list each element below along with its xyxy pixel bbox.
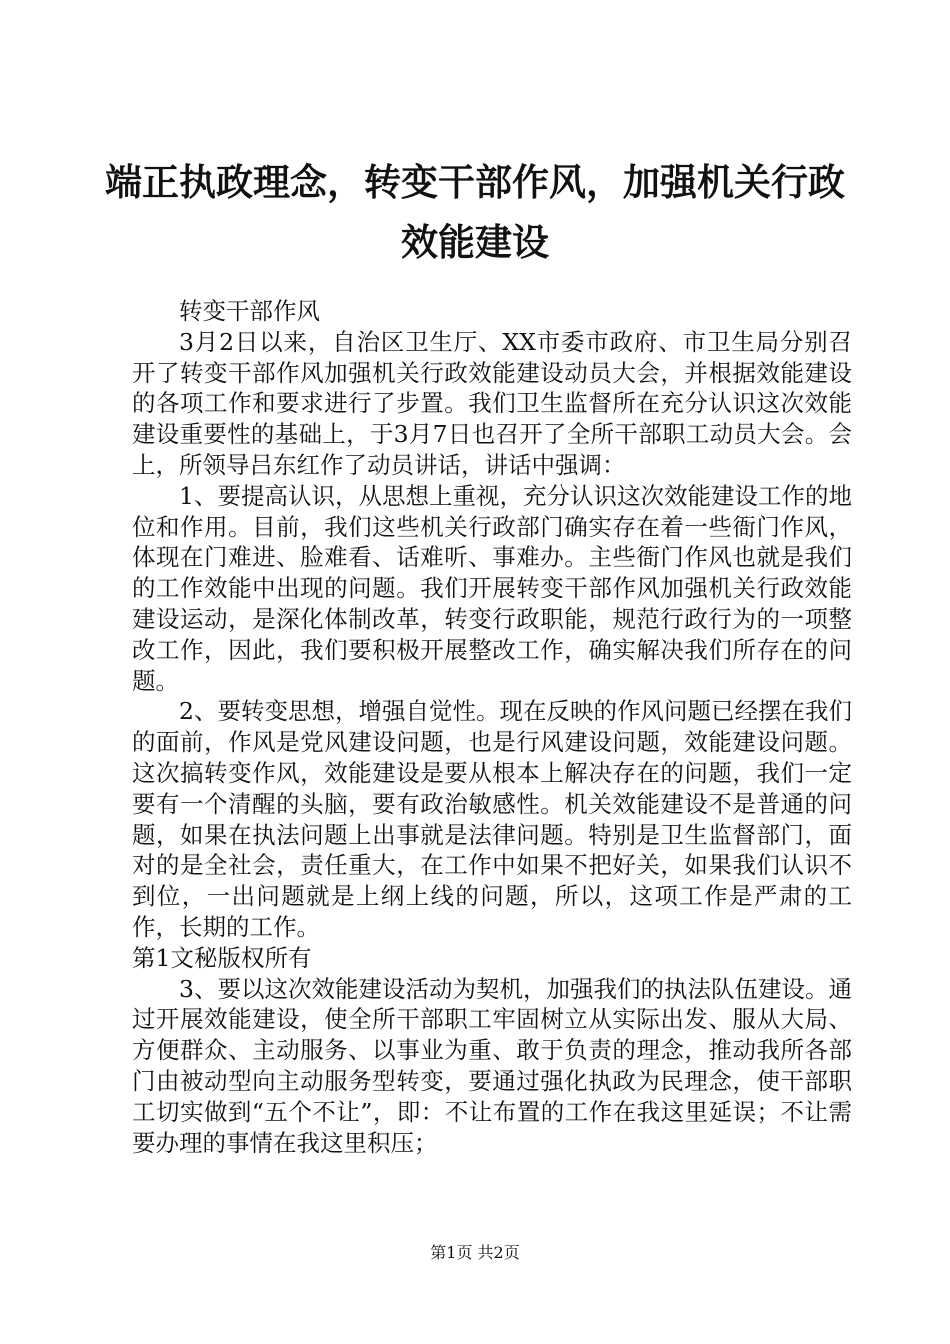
document-title-line-1: 端正执政理念，转变干部作风，加强机关行政 [105,160,845,204]
paragraph-point-1: 1、要提高认识，从思想上重视，充分认识这次效能建设工作的地位和作用。目前，我们这些机关行政部门确实存在着一些衙门作风，体现在门难进、脸难看、话难听、事难办。主些衙门作风也就是我们的工作效能中出现的问题。我们开展转变干部作风加强机关行政效能建设运动，是深化体制改革，转变行政职能，规范行政行为的一项整改工作，因此，我们要积极开展整改工作，确实解决我们所存在的问题。 [132,481,852,695]
section-heading: 转变干部作风 [179,297,320,325]
paragraph-point-2: 2、要转变思想，增强自觉性。现在反映的作风问题已经摆在我们的面前，作风是党风建设问题，也是行风建设问题，效能建设问题。这次搞转变作风，效能建设是要从根本上解决存在的问题，我们一定要有一个清醒的头脑，要有政治敏感性。机关效能建设不是普通的问题，如果在执法问题上出事就是法律问题。特别是卫生监督部门，面对的是全社会，责任重大，在工作中如果不把好关，如果我们认识不到位，一出问题就是上纲上线的问题，所以，这项工作是严肃的工作，长期的工作。 [132,697,852,941]
document-body [132,296,852,1158]
paragraph-point-3: 3、要以这次效能建设活动为契机，加强我们的执法队伍建设。通过开展效能建设，使全所干部职工牢固树立从实际出发、服从大局、方便群众、主动服务、以事业为重、敢于负责的理念，推动我所各部门由被动型向主动服务型转变，要通过强化执政为民理念，使干部职工切实做到“五个不让”，即：不让布置的工作在我这里延误；不让需要办理的事情在我这里积压； [132,974,852,1157]
copyright-note: 第1文秘版权所有 [132,943,312,972]
document-title-line-2: 效能建设 [401,220,549,264]
paragraph-intro: 3月2日以来，自治区卫生厅、XX市委市政府、市卫生局分别召开了转变干部作风加强机关行政效能建设动员大会，并根据效能建设的各项工作和要求进行了步置。我们卫生监督所在充分认识这次效能建设重要性的基础上，于3月7日也召开了全所干部职工动员大会。会上，所领导吕东红作了动员讲话，讲话中强调： [132,327,852,479]
page-number-footer: 第1页 共2页 [430,1243,520,1262]
